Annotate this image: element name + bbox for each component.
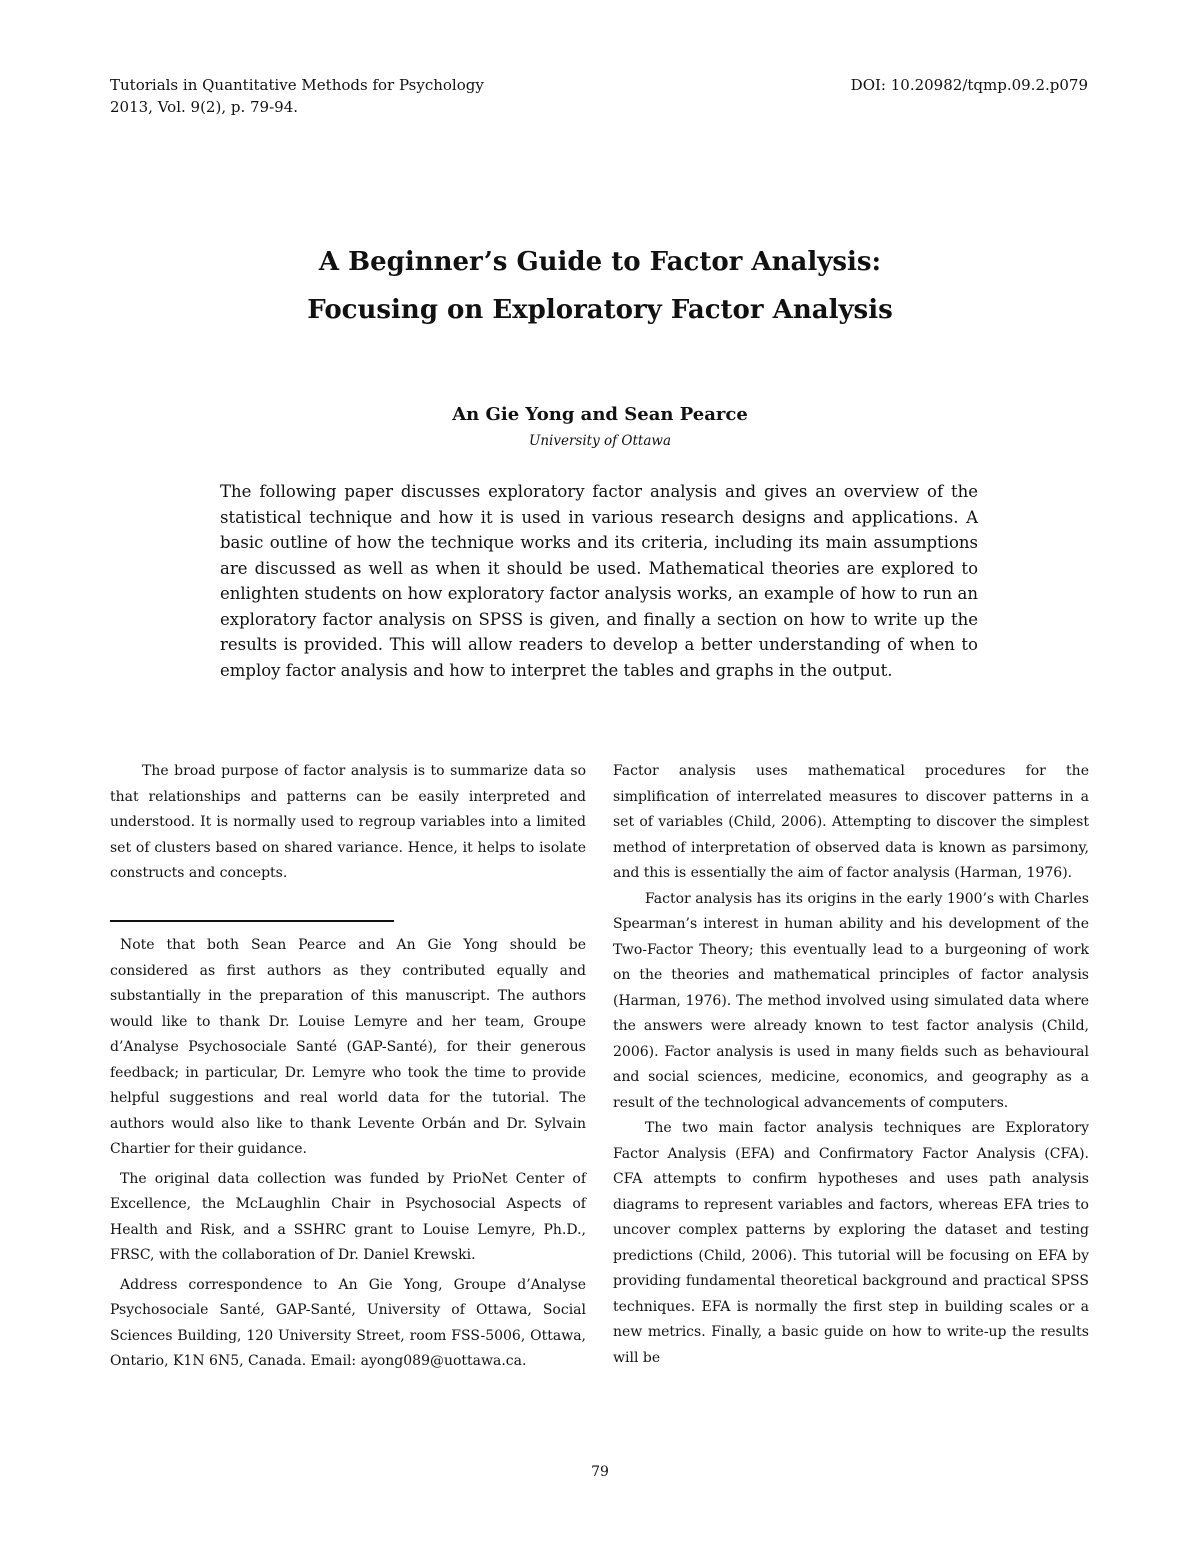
- page-number: 79: [591, 1464, 609, 1480]
- body-paragraph-1: Factor analysis uses mathematical procedures for the simplification of interrelated measures to discover patterns in a set of variables (Child, 2006). Attempting to discover the simplest method of interpretation of observed data is known as parsimony, and this is essentially the aim of factor analysis (Harman, 1976).: [613, 763, 1089, 881]
- author-note: Note that both Sean Pearce and An Gie Yong should be considered as first authors as they contributed equally and substantially in the preparation of this manuscript. The authors would like to thank Dr. Louise Lemyre and her team, Groupe d’Analyse Psychosociale Santé (GAP-Santé), for their generous feedback; in particular, Dr. Lemyre who took the time to provide helpful suggestions and real world data for the tutorial. The authors would also like to thank Levente Orbán and Dr. Sylvain Chartier for their guidance.: [110, 937, 586, 1157]
- body-paragraph-2: Factor analysis has its origins in the early 1900’s with Charles Spearman’s interest in human ability and his development of the Two-Factor Theory; this eventually lead to a burgeoning of work on the theories and mathematical principles of factor analysis (Harman, 1976). The method involved using simulated data where the answers were already known to test factor analysis (Child, 2006). Factor analysis is used in many fields such as behavioural and social sciences, medicine, economics, and geography as a result of the technological advancements of computers.: [613, 890, 1089, 1111]
- footnotes: [110, 933, 586, 1375]
- running-header-left: [110, 74, 484, 118]
- body-paragraph-3: The two main factor analysis techniques are Exploratory Factor Analysis (EFA) and Confirmatory Factor Analysis (CFA). CFA attempts to confirm hypotheses and uses path analysis diagrams to represent variables and factors, whereas EFA tries to uncover complex patterns by exploring the dataset and testing predictions (Child, 2006). This tutorial will be focusing on EFA by providing fundamental theoretical background and practical SPSS techniques. EFA is normally the first step in building scales or a new metrics. Finally, a basic guide on how to write-up the results will be: [613, 1120, 1089, 1366]
- funding-note: The original data collection was funded by PrioNet Center of Excellence, the McLaughlin Chair in Psychosocial Aspects of Health and Risk, and a SSHRC grant to Louise Lemyre, Ph.D., FRSC, with the collaboration of Dr. Daniel Krewski.: [110, 1170, 586, 1263]
- title-line-1: A Beginner’s Guide to Factor Analysis:: [318, 247, 882, 277]
- abstract: The following paper discusses exploratory factor analysis and gives an overview of the statistical technique and how it is used in various research designs and applications. A basic outline of how the technique works and its criteria, including its main assumptions are discussed as well as when it should be used. Mathematical theories are explored to enlighten students on how exploratory factor analysis works, an example of how to run an exploratory factor analysis on SPSS is given, and finally a section on how to write up the results is provided. This will allow readers to develop a better understanding of when to employ factor analysis and how to interpret the tables and graphs in the output.: [220, 482, 978, 680]
- author-names: An Gie Yong and Sean Pearce: [452, 404, 748, 425]
- author-affiliation: University of Ottawa: [528, 433, 672, 449]
- title-line-2: Focusing on Exploratory Factor Analysis: [307, 295, 893, 325]
- volume-info: 2013, Vol. 9(2), p. 79-94.: [110, 98, 299, 116]
- correspondence-address: Address correspondence to An Gie Yong, Groupe d’Analyse Psychosociale Santé, GAP-Santé, University of Ottawa, Social Sciences Building, 120 University Street, room FSS-5006, Ottawa, Ontario, K1N 6N5, Canada. Email: ayong089@uottawa.ca.: [110, 1276, 586, 1369]
- paper-title: [0, 238, 1200, 334]
- left-column: [110, 759, 586, 887]
- doi-label: DOI: 10.20982/tqmp.09.2.p079: [850, 76, 1088, 94]
- footnote-divider: [110, 920, 394, 922]
- right-column: [613, 759, 1089, 1371]
- journal-name: Tutorials in Quantitative Methods for Psychology: [110, 76, 484, 94]
- intro-paragraph: The broad purpose of factor analysis is to summarize data so that relationships and patterns can be easily interpreted and understood. It is normally used to regroup variables into a limited set of clusters based on shared variance. Hence, it helps to isolate constructs and concepts.: [110, 763, 586, 881]
